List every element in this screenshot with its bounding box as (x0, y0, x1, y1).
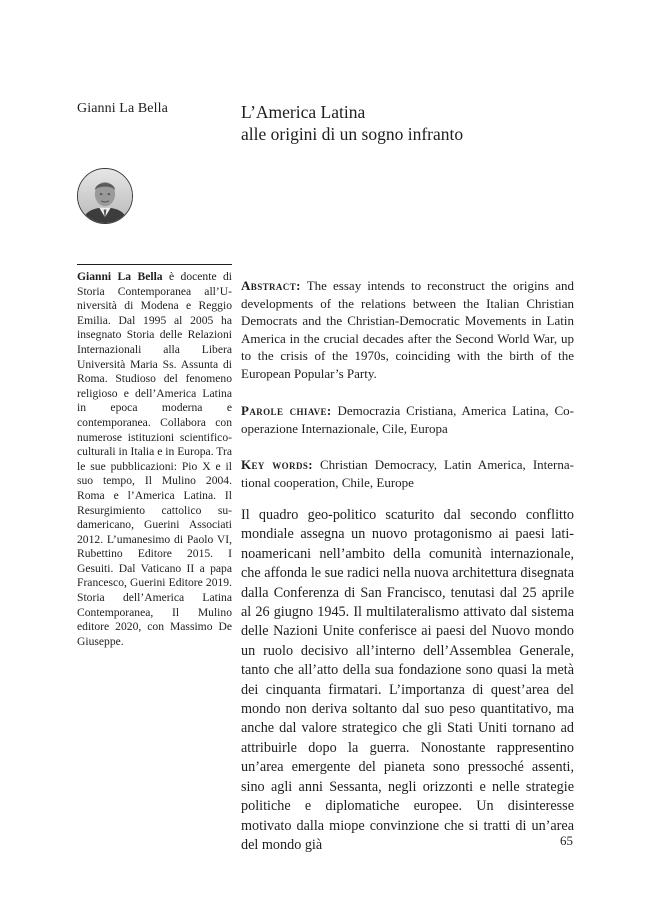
key-words (241, 456, 574, 491)
key-words-text: Christian Democracy, Latin America, International cooperation, Chile, Europe (241, 457, 574, 490)
article-title (241, 101, 581, 145)
title-line-2: alle origini di un sogno infranto (241, 124, 464, 144)
page-number: 65 (560, 833, 573, 848)
bio-name: Gianni La Bella (77, 270, 163, 283)
abstract-label: Abstract: (241, 278, 301, 293)
abstract (241, 277, 574, 383)
parole-chiave-text: Democrazia Cristiana, America Latina, Cooperazione Internazionale, Cile, Europa (241, 403, 574, 436)
author-photo (77, 168, 133, 224)
portrait-image (78, 169, 132, 223)
key-words-label: Key words: (241, 457, 313, 472)
parole-chiave-label: Parole chiave: (241, 403, 332, 418)
bio-divider (77, 264, 232, 265)
author-bio (77, 270, 232, 649)
body-paragraph: Il quadro geo-politico scaturito dal secondo conflitto mondiale assegna un nuovo protagonismo ai paesi latinoamericani nell’ambito della comunità internazionale, che affonda le sue radici nella nuova architettura disegnata dalla Conferenza di San Francisco, tenutasi dal 25 aprile al 26 giugno 1945. Il multilateralismo attivato dal sistema delle Nazioni Unite conferisce ai paesi del Nuovo mondo un ruolo decisivo all’interno dell’Assemblea Generale, tanto che all’atto della sua fondazione sono quasi la metà dei cinquanta firmatari. L’importanza di quest’area del mondo non deriva soltanto dal suo peso quantitativo, ma anche dal valore strategico che gli Stati Uniti tornano ad attribuirle dopo la guerra. Nonostante rappresentino un’area emergente del pianeta sono pressoché assenti, sino agli anni Sessanta, negli orizzonti e nelle strategie politiche e diplomatiche europee. Un disinteresse motivato dalla miope convinzione che si tratti di un’area del mondo già (241, 507, 574, 853)
title-line-1: L’America Latina (241, 102, 366, 122)
abstract-text: The essay intends to reconstruct the origins and developments of the relations between the Italian Christian Democrats and the Christian-Democratic Movements in Latin America in the crucial decades after the Second World War, up to the crisis of the 1970s, coinciding with the birth of the European Popular’s Party. (241, 278, 574, 381)
bio-text: è docente di Storia Contemporanea all’Università di Modena e Reggio Emilia. Dal 1995 al 2005 ha insegnato Storia delle Relazioni Internazionali alla Libera Università Maria Ss. Assunta di Roma. Studioso del fenomeno religioso e dell’America Latina in epoca moderna e contemporanea. Collabora con numerose istituzioni scientifico-culturali in Italia e in Europa. Tra le sue pubblicazioni: Pio X e il suo tempo, Il Mulino 2004. Roma e l’America Latina. Il Resurgimiento cattolico sudamericano, Guerini Associati 2012. L’umanesimo di Paolo VI, Rubettino Editore 2015. I Gesuiti. Dal Vaticano II a papa Francesco, Guerini Editore 2019. Storia dell’America Latina Contemporanea, Il Mulino editore 2020, con Massimo De Giuseppe. (77, 270, 232, 648)
parole-chiave (241, 402, 574, 437)
author-name: Gianni La Bella (77, 101, 168, 116)
